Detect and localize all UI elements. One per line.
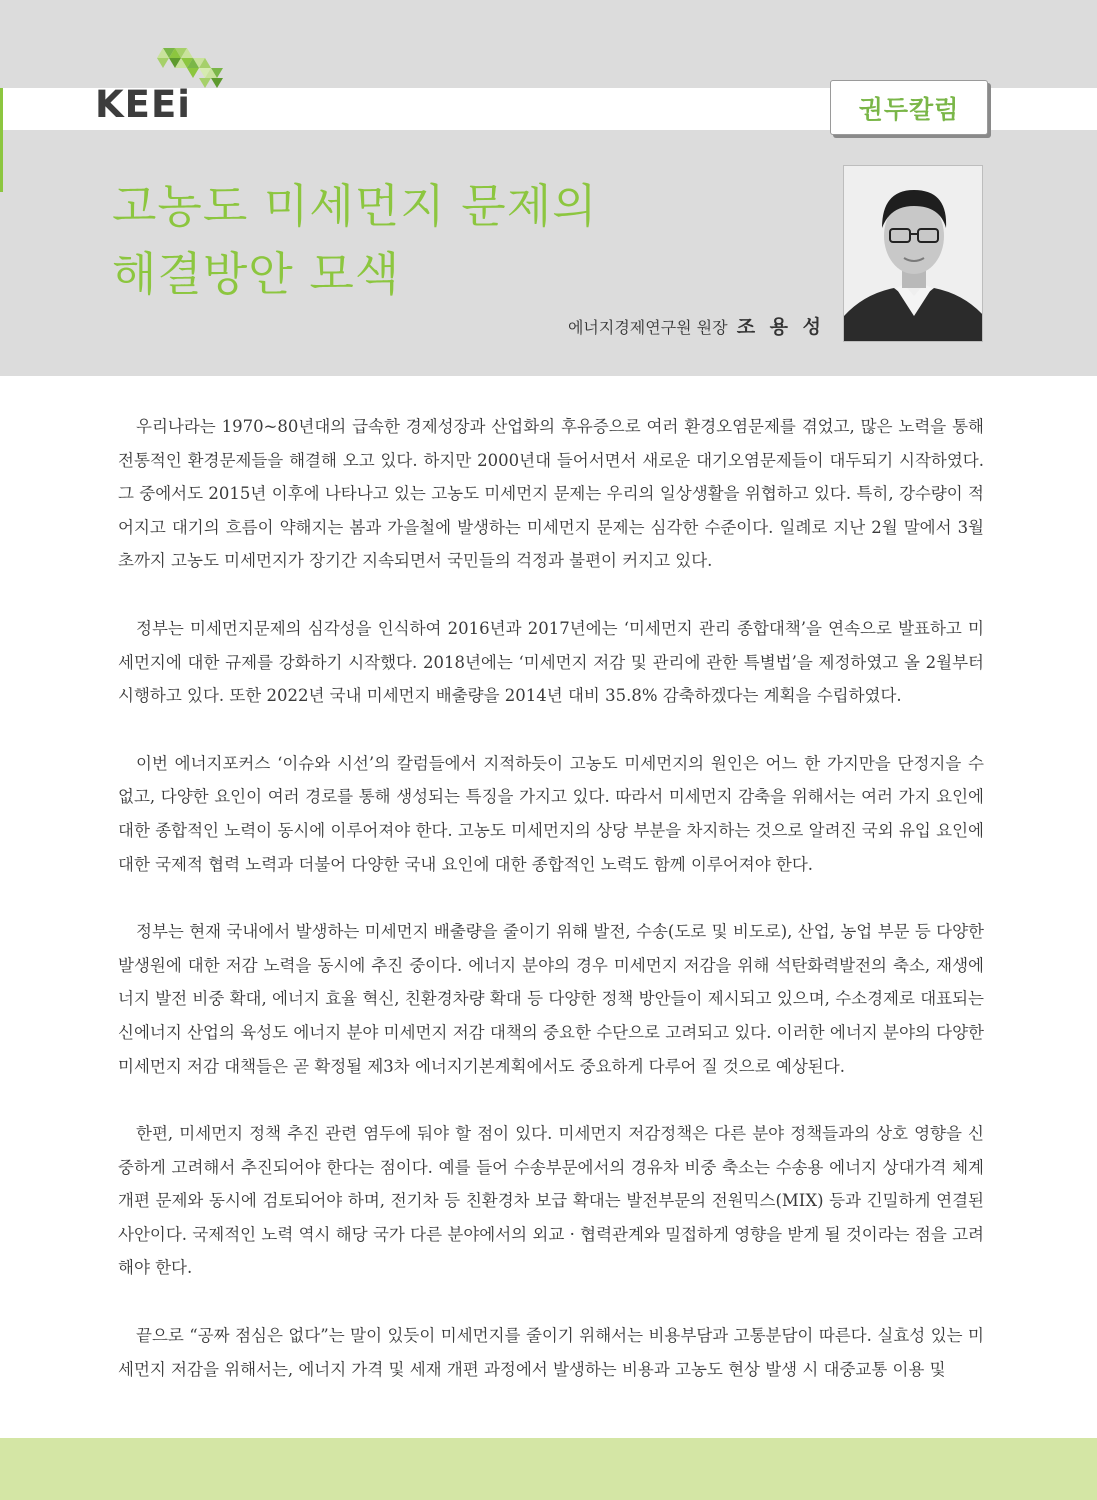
byline-name: 조 용 성 (736, 316, 825, 338)
paragraph: 이번 에너지포커스 ‘이슈와 시선’의 칼럼들에서 지적하듯이 고농도 미세먼지의 원인은 어느 한 가지만을 단정지을 수 없고, 다양한 요인이 여러 경로를 통해 생성되는 특징을 가지고 있다. 따라서 미세먼지 감축을 위해서는 여러 가지 요인에 대한 종합적인 노력이 동시에 이루어져야 한다. 고농도 미세먼지의 상당 부분을 차지하는 것으로 알려진 국외 유입 요인에 대한 국제적 협력 노력과 더불어 다양한 국내 요인에 대한 종합적인 노력도 함께 이루어져야 한다. (118, 753, 984, 874)
paragraph: 정부는 미세먼지문제의 심각성을 인식하여 2016년과 2017년에는 ‘미세먼지 관리 종합대책’을 연속으로 발표하고 미세먼지에 대한 규제를 강화하기 시작했다. 2018년에는 ‘미세먼지 저감 및 관리에 관한 특별법’을 제정하였고 올 2월부터 시행하고 있다. 또한 2022년 국내 미세먼지 배출량을 2014년 대비 35.8% 감축하겠다는 계획을 수립하였다. (118, 618, 984, 706)
paragraph: 한편, 미세먼지 정책 추진 관련 염두에 둬야 할 점이 있다. 미세먼지 저감정책은 다른 분야 정책들과의 상호 영향을 신중하게 고려해서 추진되어야 한다는 점이다. 예를 들어 수송부문에서의 경유차 비중 축소는 수송용 에너지 상대가격 체계 개편 문제와 동시에 검토되어야 하며, 전기차 등 친환경차 보급 확대는 발전부문의 전원믹스(MIX) 등과 긴밀하게 연결된 사안이다. 국제적인 노력 역시 해당 국가 다른 분야에서의 외교 · 협력관계와 밀접하게 영향을 받게 될 것이라는 점을 고려해야 한다. (118, 1124, 984, 1278)
author-photo (843, 165, 983, 342)
left-accent-bar (0, 88, 3, 192)
paragraph: 정부는 현재 국내에서 발생하는 미세먼지 배출량을 줄이기 위해 발전, 수송(도로 및 비도로), 산업, 농업 부문 등 다양한 발생원에 대한 저감 노력을 동시에 추진 중이다. 에너지 분야의 경우 미세먼지 저감을 위해 석탄화력발전의 축소, 재생에너지 발전 비중 확대, 에너지 효율 혁신, 친환경차량 확대 등 다양한 정책 방안들이 제시되고 있으며, 수소경제로 대표되는 신에너지 산업의 육성도 에너지 분야 미세먼지 저감 대책의 중요한 수단으로 고려되고 있다. 이러한 에너지 분야의 다양한 미세먼지 저감 대책들은 곧 확정될 제3차 에너지기본계획에서도 중요하게 다루어 질 것으로 예상된다. (118, 922, 984, 1076)
paragraph: 우리나라는 1970~80년대의 급속한 경제성장과 산업화의 후유증으로 여러 환경오염문제를 겪었고, 많은 노력을 통해 전통적인 환경문제들을 해결해 오고 있다. 하지만 2000년대 들어서면서 새로운 대기오염문제들이 대두되기 시작하였다. 그 중에서도 2015년 이후에 나타나고 있는 고농도 미세먼지 문제는 우리의 일상생활을 위협하고 있다. 특히, 강수량이 적어지고 대기의 흐름이 약해지는 봄과 가을철에 발생하는 미세먼지 문제는 심각한 수준이다. 일례로 지난 2월 말에서 3월 초까지 고농도 미세먼지가 장기간 지속되면서 국민들의 걱정과 불편이 커지고 있다. (118, 417, 984, 571)
keei-logo (95, 42, 235, 128)
column-tag: 권두칼럼 (830, 80, 988, 135)
footer-band (0, 1438, 1097, 1500)
byline (568, 312, 825, 339)
byline-affiliation: 에너지경제연구원 원장 (567, 318, 728, 337)
article-title (112, 172, 598, 308)
article-body (118, 410, 984, 1420)
logo-text: KEEi (95, 83, 191, 126)
paragraph: 끝으로 “공짜 점심은 없다”는 말이 있듯이 미세먼지를 줄이기 위해서는 비용부담과 고통분담이 따른다. 실효성 있는 미세먼지 저감을 위해서는, 에너지 가격 및 세재 개편 과정에서 발생하는 비용과 고농도 현상 발생 시 대중교통 이용 및 (118, 1326, 984, 1379)
article-title-line1: 고농도 미세먼지 문제의 (112, 179, 598, 233)
author-portrait-icon (844, 166, 983, 342)
article-title-line2: 해결방안 모색 (112, 247, 401, 301)
